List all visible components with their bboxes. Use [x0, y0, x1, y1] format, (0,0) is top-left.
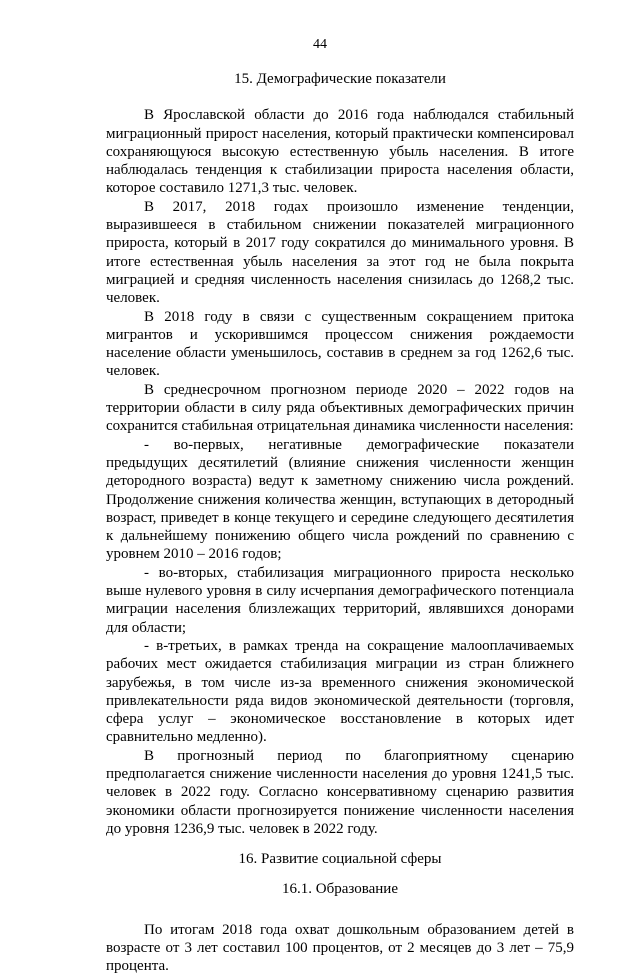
list-item: - в-третьих, в рамках тренда на сокращение малооплачиваемых рабочих мест ожидается стабилизация миграции из стран ближнего зарубежья, в том числе из-за временного снижения экономической привлекательности ряда видов экономической деятельности (торговля, сфера услуг – экономическое восстановление в которых идет сравнительно медленно). — [106, 637, 574, 746]
page-content — [106, 70, 574, 976]
section-16-1-subheading: 16.1. Образование — [282, 881, 398, 898]
paragraph: В Ярославской области до 2016 года наблюдался стабильный миграционный прирост населения, который практически компенсировал сохраняющуюся высокую естественную убыль населения. В итоге наблюдалась тенденция к стабилизации прироста населения области, которое составило 1271,3 тыс. человек. — [106, 107, 574, 197]
list-item: - во-первых, негативные демографические показатели предыдущих десятилетий (влияние снижения численности женщин детородного возраста) ведут к заметному снижению числа рождений. Продолжение снижения количества женщин, вступающих в детородный возраст, приведет в конце текущего и середине следующего десятилетия к дальнейшему понижению общего числа рождений по сравнению с уровнем 2010 – 2016 годов; — [106, 436, 574, 563]
paragraph: В 2017, 2018 годах произошло изменение тенденции, выразившееся в стабильном снижении показателей миграционного прироста, который в 2017 году сократился до минимального уровня. В итоге естественная убыль населения за этот год не была покрыта миграцией и средняя численность населения снизилась до 1268,2 тыс. человек. — [106, 198, 574, 307]
page-number: 44 — [313, 37, 327, 52]
paragraph: По итогам 2018 года охват дошкольным образованием детей в возрасте от 3 лет составил 100 процентов, от 2 месяцев до 3 лет – 75,9 процента. — [106, 921, 574, 975]
paragraph: В 2018 году в связи с существенным сокращением притока мигрантов и ускорившимся процессом снижения рождаемости население области уменьшилось, составив в среднем за год 1262,6 тыс. человек. — [106, 308, 574, 380]
section-16-heading: 16. Развитие социальной сферы — [238, 851, 442, 868]
paragraph: В среднесрочном прогнозном периоде 2020 – 2022 годов на территории области в силу ряда объективных демографических причин сохранится стабильная отрицательная динамика численности населения: — [106, 381, 574, 435]
section-15-heading: 15. Демографические показатели — [234, 71, 446, 87]
list-item: - во-вторых, стабилизация миграционного прироста несколько выше нулевого уровня в силу исчерпания демографического потенциала миграции населения близлежащих территорий, являвшихся донорами для области; — [106, 564, 574, 636]
paragraph: В прогнозный период по благоприятному сценарию предполагается снижение численности населения до уровня 1241,5 тыс. человек в 2022 году. Согласно консервативному сценарию развития экономики области прогнозируется понижение численности населения до уровня 1236,9 тыс. человек в 2022 году. — [106, 747, 574, 837]
